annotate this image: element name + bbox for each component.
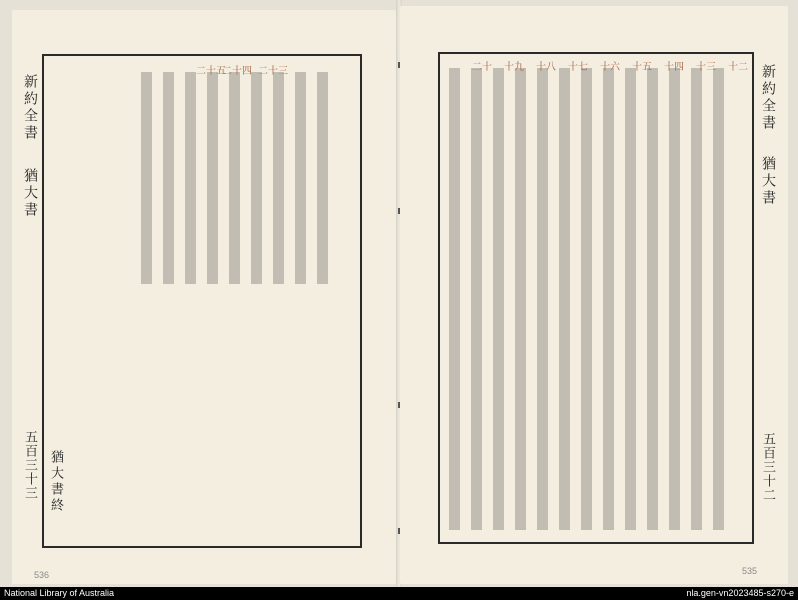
right-page bbox=[400, 6, 788, 584]
archive-footer-bar bbox=[0, 587, 798, 600]
right-book-title: 新約全書 bbox=[760, 64, 776, 132]
footer-identifier: nla.gen-vn2023485-s270-e bbox=[686, 588, 794, 598]
right-margin-verse-12: 十二 bbox=[728, 62, 748, 73]
right-margin-verse-20: 二十 bbox=[472, 62, 492, 73]
right-margin-verse-16: 十六 bbox=[600, 62, 620, 73]
right-page-text-columns bbox=[446, 68, 732, 530]
footer-institution: National Library of Australia bbox=[4, 588, 115, 598]
left-margin-verse-24: 二十四 bbox=[222, 66, 252, 77]
right-margin-verse-17: 十七 bbox=[568, 62, 588, 73]
left-page-stamp: 536 bbox=[34, 570, 50, 580]
left-page-text-columns bbox=[138, 72, 338, 284]
right-margin-verse-15: 十五 bbox=[632, 62, 652, 73]
left-page bbox=[12, 10, 396, 584]
binding-stitch bbox=[398, 62, 400, 68]
right-page-stamp: 535 bbox=[742, 566, 758, 576]
left-book-name: 猶大書 bbox=[22, 168, 38, 219]
right-margin-verse-14: 十四 bbox=[664, 62, 684, 73]
right-margin-verse-19: 十九 bbox=[504, 62, 524, 73]
right-margin-verse-13: 十三 bbox=[696, 62, 716, 73]
left-page-number: 五百三十三 bbox=[22, 430, 37, 500]
left-margin-verse-25: 二十五 bbox=[196, 66, 226, 77]
right-book-name: 猶大書 bbox=[760, 156, 776, 207]
binding-stitch bbox=[398, 208, 400, 214]
left-book-title: 新約全書 bbox=[22, 74, 38, 142]
right-page-number: 五百三十二 bbox=[760, 432, 775, 502]
left-margin-verse-23: 二十三 bbox=[258, 66, 288, 77]
binding-stitch bbox=[398, 528, 400, 534]
left-end-mark: 猶大書終 bbox=[48, 450, 63, 514]
right-margin-verse-18: 十八 bbox=[536, 62, 556, 73]
binding-stitch bbox=[398, 402, 400, 408]
